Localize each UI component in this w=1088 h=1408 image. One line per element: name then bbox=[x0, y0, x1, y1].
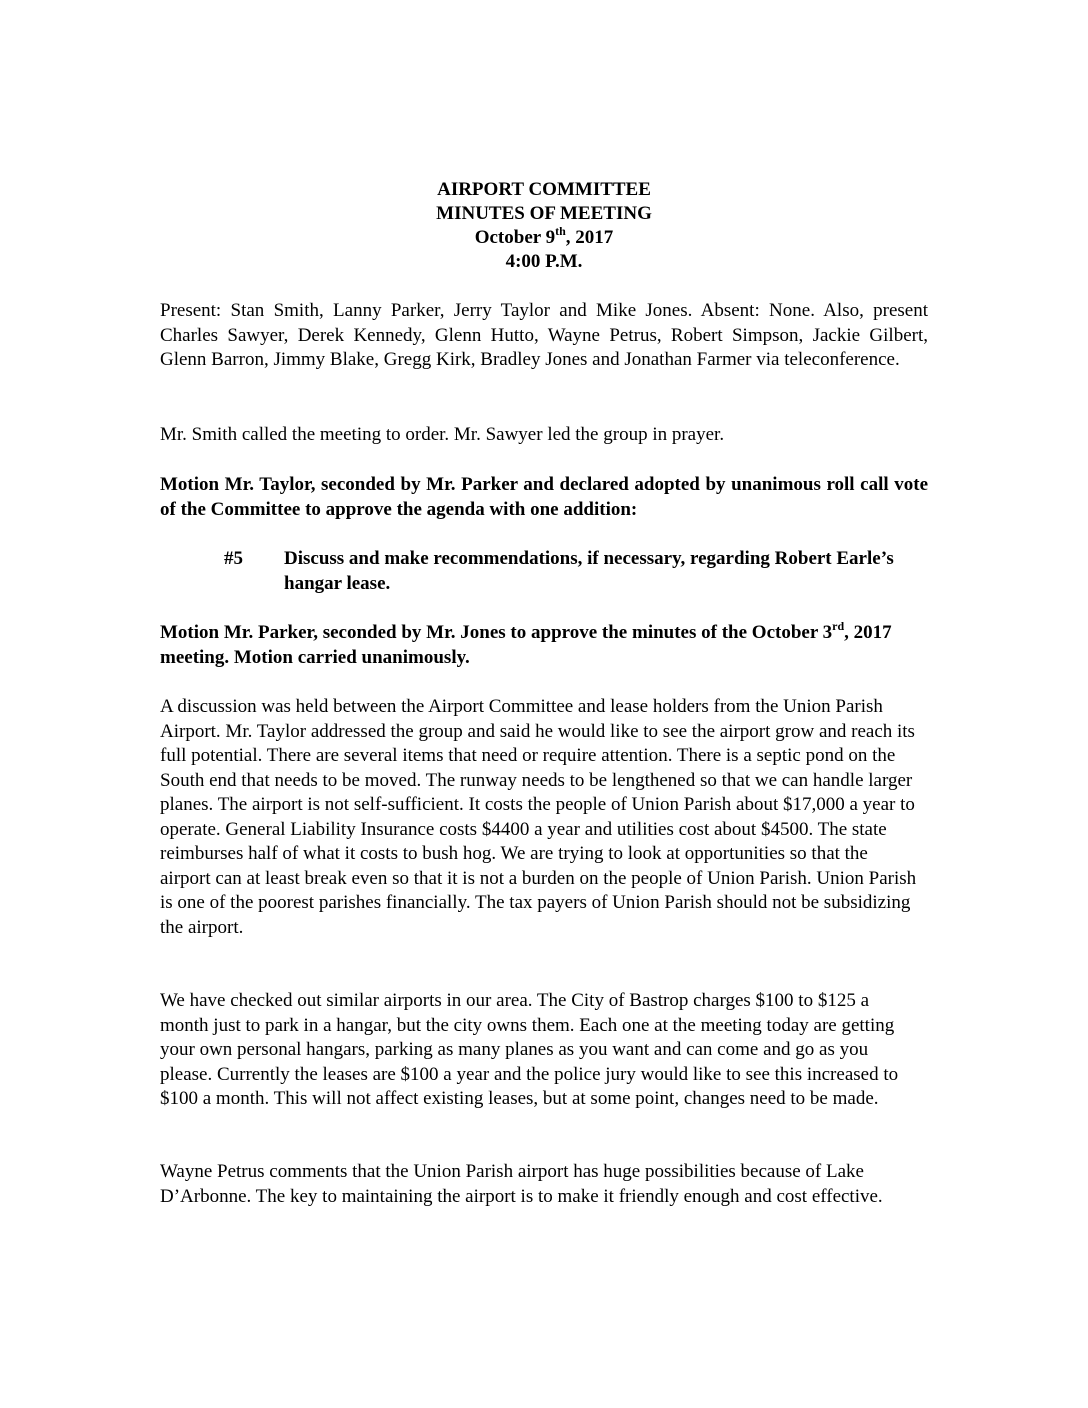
attendance-paragraph: Present: Stan Smith, Lanny Parker, Jerry Taylor and Mike Jones. Absent: None. Also, present Charles Sawyer, Derek Kennedy, Glenn Hutto, Wayne Petrus, Robert Simpson, Jackie Gilbert, Glenn Barron, Jimmy Blake, Gregg Kirk, Bradley Jones and Jonathan Farmer via teleconference. bbox=[160, 300, 928, 370]
agenda-item-number: #5 bbox=[224, 548, 243, 569]
call-to-order-paragraph: Mr. Smith called the meeting to order. Mr. Sawyer led the group in prayer. bbox=[160, 424, 725, 445]
document-header bbox=[0, 178, 1088, 274]
discussion-paragraph: Wayne Petrus comments that the Union Parish airport has huge possibilities because of Lake D’Arbonne. The key to maintaining the airport is to make it friendly enough and cost effective. bbox=[160, 1161, 883, 1207]
committee-title: AIRPORT COMMITTEE bbox=[437, 179, 651, 200]
agenda-motion: Motion Mr. Taylor, seconded by Mr. Parker and declared adopted by unanimous roll call vote of the Committee to approve the agenda with one addition: bbox=[160, 474, 928, 520]
discussion-paragraph: We have checked out similar airports in our area. The City of Bastrop charges $100 to $125 a month just to park in a hangar, but the city owns them. Each one at the meeting today are getting your own personal hangars, parking as many planes as you want and can come and go as you please. Currently the leases are $100 a year and the police jury would like to see this increased to $100 a month. This will not affect existing leases, but at some point, changes need to be made. bbox=[160, 990, 899, 1109]
minutes-approval-motion: Motion Mr. Parker, seconded by Mr. Jones to approve the minutes of the October 3rd, 2017 meeting. Motion carried unanimously. bbox=[160, 618, 892, 668]
meeting-time: 4:00 P.M. bbox=[505, 251, 583, 272]
agenda-item-text: Discuss and make recommendations, if necessary, regarding Robert Earle’s hangar lease. bbox=[284, 548, 894, 594]
meeting-date: October 9th, 2017 bbox=[474, 223, 614, 248]
discussion-paragraph: A discussion was held between the Airport Committee and lease holders from the Union Parish Airport. Mr. Taylor addressed the group and said he would like to see the airport grow and reach its full potential. There are several items that need or require attention. There is a septic pond on the South end that needs to be moved. The runway needs to be lengthened so that we can handle larger planes. The airport is not self-sufficient. It costs the people of Union Parish about $17,000 a year to operate. General Liability Insurance costs $4400 a year and utilities cost about $4500. The state reimburses half of what it costs to bush hog. We are trying to look at opportunities so that the airport can at least break even so that it is not a burden on the people of Union Parish. Union Parish is one of the poorest parishes financially. The tax payers of Union Parish should not be subsidizing the airport. bbox=[160, 696, 917, 938]
minutes-title: MINUTES OF MEETING bbox=[436, 203, 652, 224]
